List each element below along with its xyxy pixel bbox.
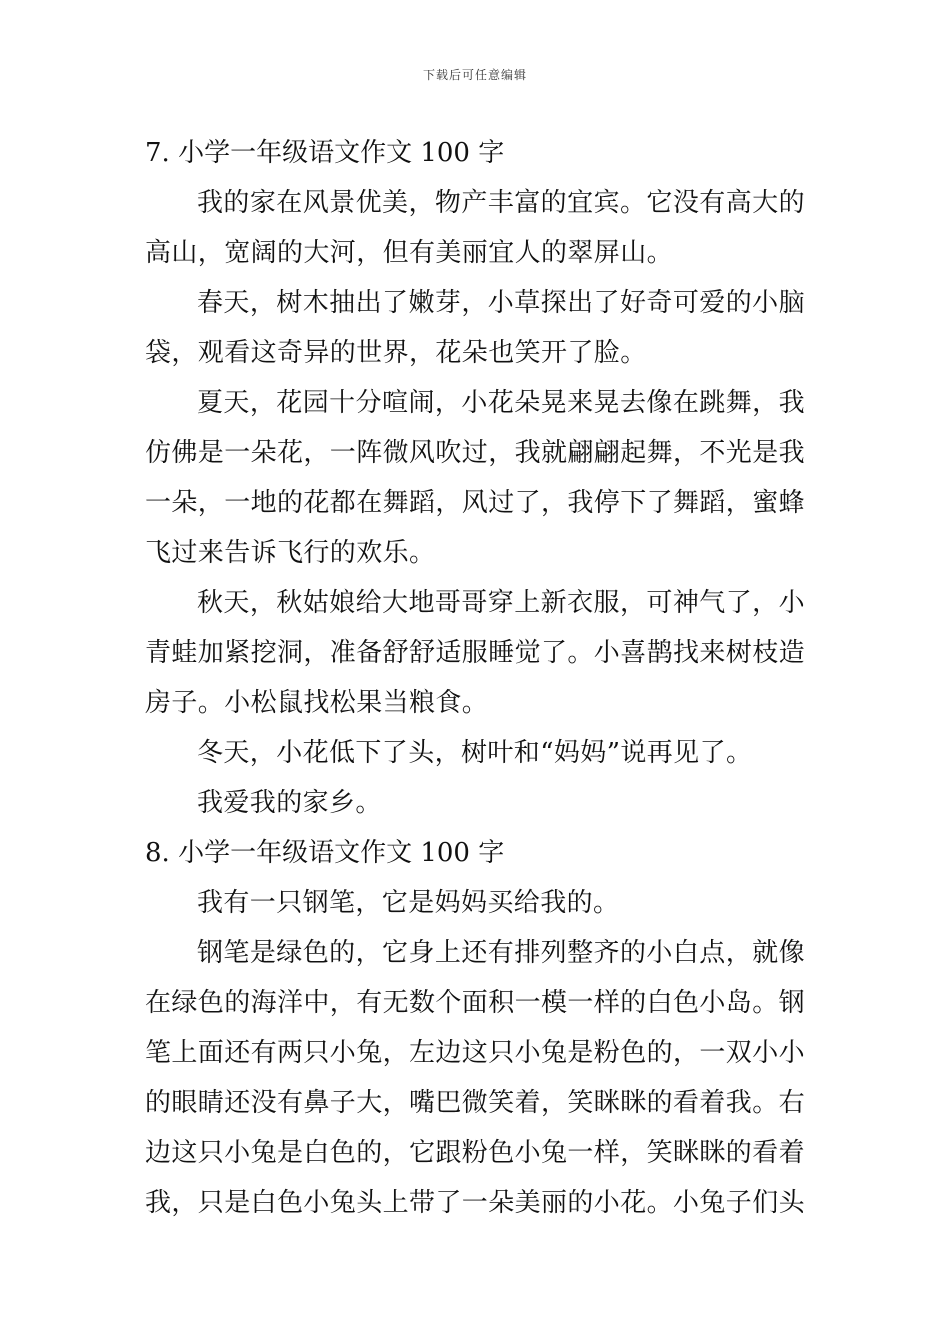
paragraph: 夏天，花园十分喧闹，小花朵晃来晃去像在跳舞，我仿佛是一朵花，一阵微风吹过，我就翩翩起舞，不光是我一朵，一地的花都在舞蹈，风过了，我停下了舞蹈，蜜蜂飞过来告诉飞行的欢乐。 (145, 388, 806, 568)
section-heading: 7. 小学一年级语文作文 100 字 (145, 138, 505, 168)
document-body (145, 128, 805, 1228)
essay-section-8 (145, 828, 805, 1228)
section-heading: 8. 小学一年级语文作文 100 字 (145, 838, 505, 868)
paragraph: 春天，树木抽出了嫩芽，小草探出了好奇可爱的小脑袋，观看这奇异的世界，花朵也笑开了脸。 (145, 288, 805, 368)
paragraph: 我有一只钢笔，它是妈妈买给我的。 (197, 888, 620, 918)
page-header-note: 下载后可任意编辑 (422, 68, 527, 82)
paragraph: 秋天，秋姑娘给大地哥哥穿上新衣服，可神气了，小青蛙加紧挖洞，准备舒舒适服睡觉了。小喜鹊找来树枝造房子。小松鼠找松果当粮食。 (145, 588, 806, 718)
paragraph: 我爱我的家乡。 (197, 788, 382, 818)
paragraph: 我的家在风景优美，物产丰富的宜宾。它没有高大的高山，宽阔的大河，但有美丽宜人的翠屏山。 (145, 188, 805, 268)
essay-section-7 (145, 128, 805, 828)
paragraph: 钢笔是绿色的，它身上还有排列整齐的小白点，就像在绿色的海洋中，有无数个面积一模一样的白色小岛。钢笔上面还有两只小兔，左边这只小兔是粉色的，一双小小的眼睛还没有鼻子大，嘴巴微笑着，笑眯眯的看着我。右边这只小兔是白色的，它跟粉色小兔一样，笑眯眯的看着我，只是白色小兔头上带了一朵美丽的小花。小兔子们头 (145, 938, 806, 1218)
paragraph: 冬天，小花低下了头，树叶和“妈妈”说再见了。 (197, 738, 753, 768)
